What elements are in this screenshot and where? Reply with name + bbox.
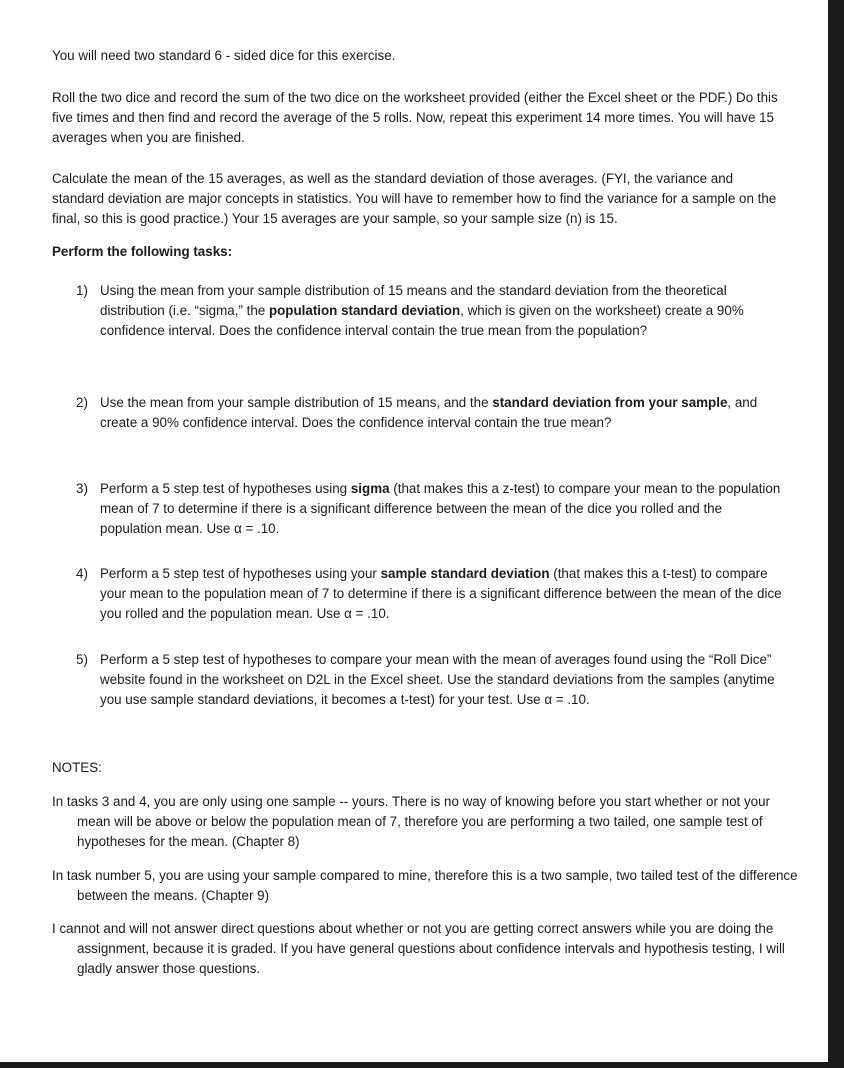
task-item-4 (76, 564, 782, 624)
note-paragraph: In tasks 3 and 4, you are only using one sample -- yours. There is no way of knowing before you start whether or not your mean will be above or below the population mean of 7, therefore you are performing a two tailed, one sample test of hypotheses for the mean. (Chapter 8) (52, 794, 771, 849)
intro-paragraph: You will need two standard 6 - sided dice for this exercise. (52, 48, 396, 63)
task-text: Perform a 5 step test of hypotheses using sigma (that makes this a z-test) to compare your mean to the population mean of 7 to determine if there is a significant difference between the mean of the dice you rolled and the population mean. Use α = .10. (100, 481, 781, 536)
task-item-2 (76, 393, 782, 433)
task-number: 3) (76, 481, 88, 496)
task-item-1 (76, 281, 782, 341)
task-number: 1) (76, 283, 88, 298)
tasks-heading: Perform the following tasks: (52, 244, 233, 259)
notes-heading: NOTES: (52, 760, 102, 775)
task-text: Perform a 5 step test of hypotheses using your sample standard deviation (that makes this a t-test) to compare your mean to the population mean of 7 to determine if there is a significant difference between the mean of the dice you rolled and the population mean. Use α = .10. (100, 566, 782, 621)
task-number: 4) (76, 566, 88, 581)
task-text: Use the mean from your sample distribution of 15 means, and the standard deviation from your sample, and create a 90% confidence interval. Does the confidence interval contain the true mean? (100, 395, 758, 430)
task-number: 2) (76, 395, 88, 410)
note-paragraph: I cannot and will not answer direct questions about whether or not you are getting correct answers while you are doing the assignment, because it is graded. If you have general questions about confidence intervals and hypothesis testing, I will gladly answer those questions. (52, 921, 785, 976)
task-item-3 (76, 479, 782, 539)
calc-paragraph: Calculate the mean of the 15 averages, as well as the standard deviation of those averages. (FYI, the variance and standard deviation are major concepts in statistics. You will have to remember how to find the variance for a sample on the final, so this is good practice.) Your 15 averages are your sample, so your sample size (n) is 15. (52, 171, 777, 226)
task-text: Using the mean from your sample distribution of 15 means and the standard deviation from the theoretical distribution (i.e. “sigma,” the population standard deviation, which is given on the worksheet) create a 90% confidence interval. Does the confidence interval contain the true mean from the population? (100, 283, 744, 338)
note-paragraph: In task number 5, you are using your sample compared to mine, therefore this is a two sample, two tailed test of the difference between the means. (Chapter 9) (52, 868, 798, 903)
task-number: 5) (76, 652, 88, 667)
task-item-5 (76, 650, 782, 710)
roll-paragraph: Roll the two dice and record the sum of the two dice on the worksheet provided (either the Excel sheet or the PDF.) Do this five times and then find and record the average of the 5 rolls. Now, repeat this experiment 14 more times. You will have 15 averages when you are finished. (52, 90, 778, 145)
task-text: Perform a 5 step test of hypotheses to compare your mean with the mean of averages found using the “Roll Dice” website found in the worksheet on D2L in the Excel sheet. Use the standard deviations from the samples (anytime you use sample standard deviations, it becomes a t-test) for your test. Use α = .10. (100, 652, 775, 707)
